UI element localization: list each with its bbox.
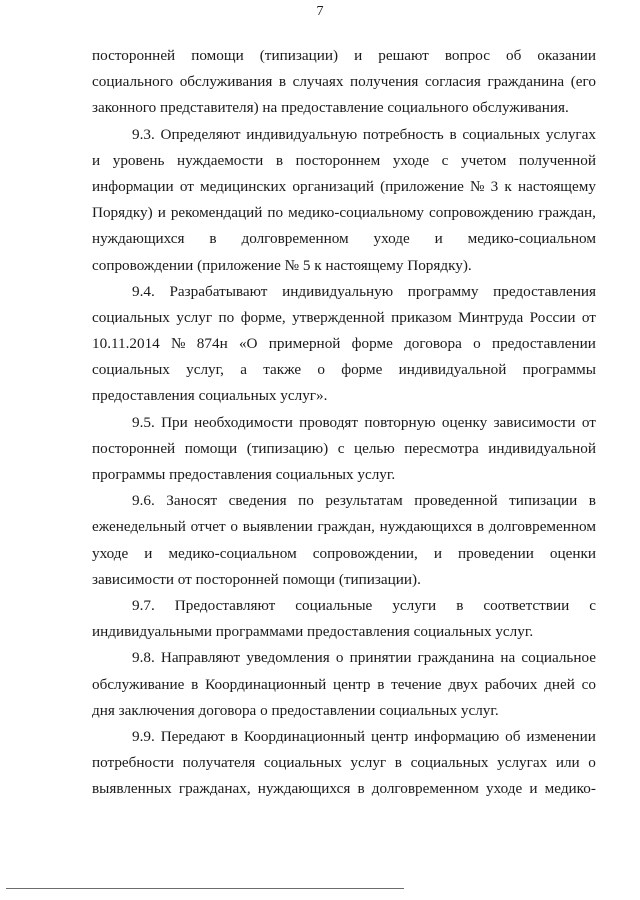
word: уходе: [92, 544, 129, 562]
word: от: [179, 177, 194, 195]
word: центр: [333, 675, 371, 693]
word: о: [335, 649, 344, 667]
word: уровень: [112, 151, 165, 169]
word: в: [476, 518, 485, 536]
word: услуг: [176, 308, 213, 326]
word: или: [555, 754, 580, 772]
word: в: [357, 780, 365, 798]
text-line: [92, 488, 596, 514]
word: России: [529, 308, 576, 326]
word: об: [505, 727, 521, 745]
word: индивидуальной: [488, 439, 596, 457]
word: индивидуальную: [282, 282, 394, 300]
word: Передают: [160, 727, 225, 745]
word: №: [171, 335, 186, 353]
document-body: [92, 43, 596, 802]
text-line: [92, 43, 596, 69]
word: на: [500, 649, 516, 667]
word: 9.9.: [132, 727, 155, 745]
word: долговременном: [488, 518, 596, 536]
word: индивидуальную: [246, 125, 358, 143]
word: 9.4.: [132, 282, 155, 300]
line-text: индивидуальными программами предоставления социальных услуг.: [92, 623, 534, 641]
word: 9.6.: [132, 492, 155, 510]
word: граждан,: [317, 518, 375, 536]
text-line: [92, 69, 596, 95]
word: предоставлении: [491, 335, 596, 353]
word: нуждаемости: [176, 151, 264, 169]
word: сопровождении,: [312, 544, 418, 562]
word: социальных: [410, 754, 489, 772]
word: с: [589, 596, 596, 614]
word: в: [456, 596, 464, 614]
word: социальных: [92, 308, 170, 326]
word: с: [337, 439, 345, 457]
word: получателя: [182, 754, 256, 772]
word: информацию: [414, 727, 500, 745]
word: отчет: [190, 518, 226, 536]
word: медико-: [544, 780, 596, 798]
word: посторонней: [92, 47, 176, 64]
word: в: [377, 675, 385, 693]
word: центр: [370, 727, 409, 745]
word: результатам: [325, 492, 403, 510]
word: медицинских: [200, 177, 287, 195]
word: организаций: [292, 177, 374, 195]
word: типизации: [509, 492, 578, 510]
word: обслуживания: [179, 73, 273, 91]
word: в: [449, 125, 457, 143]
word: форме,: [240, 308, 286, 326]
word: Координационный: [243, 727, 365, 745]
word: форме: [351, 335, 393, 353]
bottom-divider: [6, 888, 404, 889]
text-line: [92, 331, 596, 357]
word: получения: [350, 73, 419, 91]
word: со: [581, 675, 596, 693]
word: по: [218, 308, 235, 326]
word: медико-социальном: [467, 230, 596, 248]
word: оценку: [441, 413, 488, 431]
text-line: [92, 383, 596, 409]
word: граждан,: [538, 204, 596, 222]
word: Минтруда: [458, 308, 524, 326]
text-line: [92, 95, 596, 121]
word: о: [317, 361, 325, 379]
word: и: [144, 544, 153, 562]
text-line: [92, 462, 596, 488]
word: проведении: [458, 544, 534, 562]
word: (типизации): [259, 47, 339, 64]
word: «О: [238, 335, 258, 353]
word: и: [157, 204, 166, 222]
word: проведенной: [414, 492, 498, 510]
word: медико-социальному: [288, 204, 425, 222]
word: 874н: [196, 335, 228, 353]
page-number: 7: [316, 4, 324, 19]
text-line: [92, 148, 596, 174]
word: Определяют: [160, 125, 241, 143]
word: с: [441, 151, 449, 169]
text-line: [92, 776, 596, 802]
word: уходе: [392, 151, 430, 169]
word: сопровождению: [429, 204, 534, 222]
word: нуждающихся: [92, 230, 185, 248]
word: и: [92, 151, 101, 169]
word: в: [588, 492, 596, 510]
word: и: [529, 780, 538, 798]
word: также: [263, 361, 302, 379]
word: повторную: [364, 413, 436, 431]
word: Предоставляют: [174, 596, 276, 614]
text-line: [92, 410, 596, 436]
text-line: [92, 593, 596, 619]
word: утвержденной: [292, 308, 385, 326]
word: социальных: [263, 754, 342, 772]
word: от: [581, 308, 596, 326]
word: изменении: [526, 727, 596, 745]
word: потребность: [362, 125, 444, 143]
word: о: [230, 518, 238, 536]
line-text: сопровождении (приложение № 5 к настоящему Порядку).: [92, 256, 472, 274]
text-line: [92, 174, 596, 200]
word: №: [470, 177, 485, 195]
word: (приложение: [380, 177, 464, 195]
word: зависимости: [493, 413, 576, 431]
word: постороннем: [295, 151, 381, 169]
text-line: [92, 724, 596, 750]
word: социального: [92, 73, 174, 91]
word: услугах: [497, 754, 548, 772]
word: услугах: [545, 125, 596, 143]
text-line: [92, 357, 596, 383]
word: программы: [522, 361, 596, 379]
word: уведомления: [246, 649, 330, 667]
word: 3: [490, 177, 499, 195]
word: Направляют: [160, 649, 241, 667]
word: двух: [448, 675, 478, 693]
word: социальные: [295, 596, 373, 614]
word: вопрос: [444, 47, 490, 64]
word: гражданах,: [178, 780, 251, 798]
word: 9.7.: [132, 596, 155, 614]
line-text: дня заключения договора о предоставлении социальных услуг.: [92, 701, 499, 719]
word: нуждающихся: [379, 518, 473, 536]
word: выявленных: [92, 780, 172, 798]
word: предоставления: [493, 282, 596, 300]
text-line: [92, 200, 596, 226]
word: уходе: [373, 230, 410, 248]
word: решают: [378, 47, 429, 64]
text-line: [92, 122, 596, 148]
word: помощи: [184, 439, 238, 457]
word: и: [434, 230, 443, 248]
word: течение: [391, 675, 442, 693]
word: соответствии: [483, 596, 570, 614]
word: 9.3.: [132, 125, 155, 143]
word: в: [209, 230, 217, 248]
word: Координационный: [205, 675, 327, 693]
word: рекомендаций: [170, 204, 263, 222]
word: информации: [92, 177, 174, 195]
word: уходе: [486, 780, 523, 798]
word: целью: [353, 439, 395, 457]
text-line: [92, 305, 596, 331]
word: а: [240, 361, 247, 379]
text-line: [92, 436, 596, 462]
word: 9.8.: [132, 649, 155, 667]
word: в: [230, 727, 238, 745]
word: услуги: [392, 596, 437, 614]
word: Заносят: [166, 492, 218, 510]
word: При: [161, 413, 188, 431]
word: в: [394, 754, 402, 772]
line-text: предоставления социальных услуг».: [92, 387, 328, 405]
word: и: [354, 47, 363, 64]
word: помощи: [191, 47, 244, 64]
word: пересмотра: [404, 439, 479, 457]
word: медико-социальном: [168, 544, 297, 562]
word: выявлении: [242, 518, 313, 536]
word: социальное: [521, 649, 596, 667]
word: о: [473, 335, 481, 353]
word: социальных: [462, 125, 541, 143]
word: долговременном: [371, 780, 479, 798]
text-line: [92, 645, 596, 671]
text-line: [92, 750, 596, 776]
word: принятии: [349, 649, 412, 667]
word: гражданина: [487, 73, 565, 91]
word: потребности: [92, 754, 175, 772]
word: услуг,: [186, 361, 224, 379]
line-text: программы предоставления социальных услуг.: [92, 466, 396, 483]
text-line: [92, 253, 596, 279]
line-text: зависимости от посторонней помощи (типизации).: [92, 570, 421, 588]
text-line: [92, 226, 596, 252]
word: согласия: [424, 73, 481, 91]
word: (типизацию): [246, 439, 329, 457]
line-text: законного представителя) на предоставление социального обслуживания.: [92, 99, 569, 117]
word: и: [433, 544, 442, 562]
text-line: [92, 672, 596, 698]
word: случаях: [292, 73, 344, 91]
word: Разрабатывают: [169, 282, 268, 300]
word: еженедельный: [92, 518, 186, 536]
word: в: [191, 675, 199, 693]
word: полученной: [518, 151, 596, 169]
word: нуждающихся: [257, 780, 351, 798]
word: услуг: [350, 754, 387, 772]
word: индивидуальной: [398, 361, 507, 379]
word: приказом: [391, 308, 452, 326]
text-line: [92, 567, 596, 593]
word: Порядку): [92, 204, 153, 222]
word: долговременном: [241, 230, 349, 248]
word: оказании: [537, 47, 596, 64]
word: программу: [407, 282, 479, 300]
word: в: [278, 73, 287, 91]
word: примерной: [268, 335, 341, 353]
text-line: [92, 698, 596, 724]
word: дней: [544, 675, 575, 693]
word: оценки: [549, 544, 596, 562]
text-line: [92, 279, 596, 305]
word: необходимости: [194, 413, 293, 431]
word: гражданина: [417, 649, 495, 667]
word: посторонней: [92, 439, 176, 457]
text-line: [92, 514, 596, 540]
word: к: [504, 177, 512, 195]
text-line: [92, 619, 596, 645]
word: по: [298, 492, 314, 510]
word: форме: [341, 361, 383, 379]
word: от: [581, 413, 596, 431]
word: об: [506, 47, 522, 64]
word: учетом: [461, 151, 507, 169]
text-line: [92, 541, 596, 567]
word: настоящему: [517, 177, 596, 195]
word: сведения: [228, 492, 287, 510]
word: о: [588, 754, 596, 772]
word: обслуживание: [92, 675, 185, 693]
word: 10.11.2014: [92, 335, 160, 353]
word: 9.5.: [132, 413, 155, 431]
word: проводят: [299, 413, 359, 431]
word: (его: [570, 73, 596, 91]
word: социальных: [92, 361, 170, 379]
word: по: [267, 204, 284, 222]
word: в: [275, 151, 284, 169]
word: договора: [404, 335, 462, 353]
word: рабочих: [484, 675, 538, 693]
